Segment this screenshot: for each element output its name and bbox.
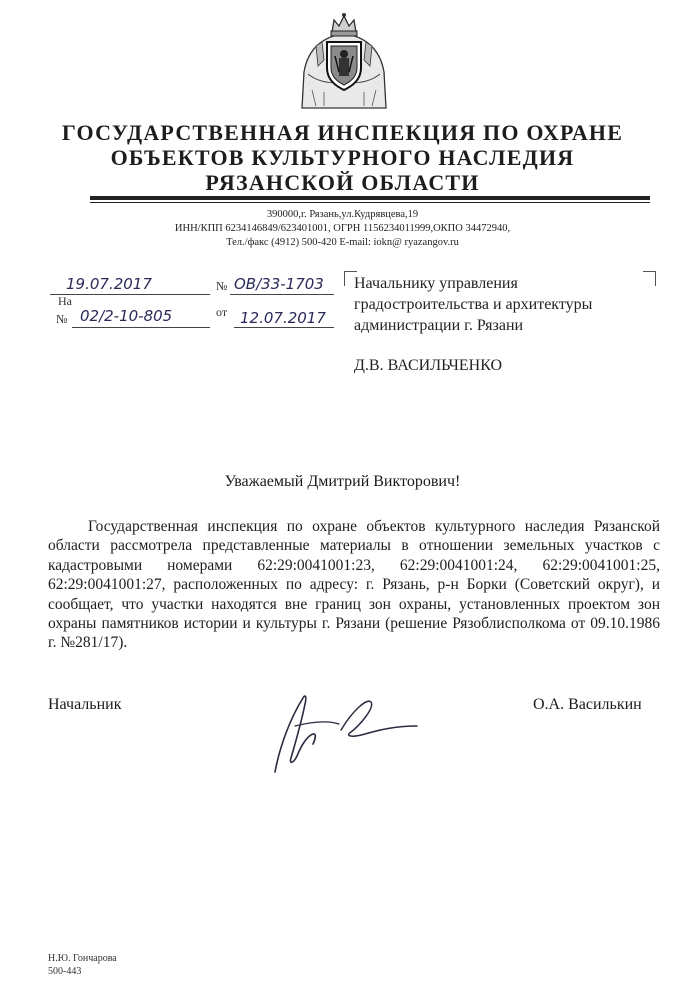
reply-date: 12.07.2017	[240, 309, 326, 327]
executor-name: Н.Ю. Гончарова	[48, 953, 117, 964]
number-label: №	[216, 279, 228, 293]
executor-phone: 500-443	[48, 966, 82, 977]
handwritten-signature-icon	[255, 680, 425, 780]
recipient-line-3: администрации г. Рязани	[354, 317, 524, 334]
org-title-line-2: ОБЪЕКТОВ КУЛЬТУРНОГО НАСЛЕДИЯ	[110, 145, 575, 170]
signatory-title: Начальник	[48, 696, 122, 713]
reply-from-label: от	[216, 305, 228, 319]
reply-number-label: №	[56, 312, 68, 326]
reply-number-underline	[72, 327, 210, 328]
signatory-name: О.А. Василькин	[533, 696, 642, 713]
number-underline	[230, 294, 334, 295]
recipient-line-2: градостроительства и архитектуры	[354, 296, 593, 313]
org-title-line-1: ГОСУДАРСТВЕННАЯ ИНСПЕКЦИЯ ПО ОХРАНЕ	[61, 120, 624, 145]
header-divider-thin	[90, 202, 650, 203]
registration-number: ОВ/33-1703	[234, 275, 324, 293]
coat-of-arms-icon	[294, 12, 394, 112]
salutation: Уважаемый Дмитрий Викторович!	[224, 473, 461, 490]
org-title-line-3: РЯЗАНСКОЙ ОБЛАСТИ	[205, 170, 480, 195]
reply-date-underline	[234, 327, 334, 328]
header-divider-thick	[90, 196, 650, 200]
address-line-1: 390000,г. Рязань,ул.Кудрявцева,19	[266, 209, 419, 220]
reply-number: 02/2-10-805	[80, 307, 173, 325]
address-line-3: Тел./факс (4912) 500-420 E-mail: iokn@ ryazangov.ru	[226, 237, 459, 248]
recipient-name: Д.В. ВАСИЛЬЧЕНКО	[354, 357, 503, 374]
recipient-corner-right	[643, 271, 656, 286]
date-underline	[50, 294, 210, 295]
recipient-line-1: Начальнику управления	[354, 275, 518, 292]
registration-date: 19.07.2017	[66, 275, 152, 293]
address-line-2: ИНН/КПП 6234146849/623401001, ОГРН 1156234011999,ОКПО 34472940,	[174, 223, 511, 234]
letter-body: Государственная инспекция по охране объектов культурного наследия Рязанской области рассмотрела представленные материалы в отношении земельных участков с кадастровыми номерами 62:29:0041001:23, 62:29:0041001:24, 62:29:0041001:25, 62:29:0041001:27, расположенных по адресу: г. Рязань, р-н Борки (Советский округ), и сообщает, что участки находятся вне границ зон охраны, установленных проектом зон охраны памятников истории и культуры г. Рязани (решение Рязоблисполкома от 09.10.1986 г. №281/17).	[48, 518, 660, 652]
reply-label: На	[58, 294, 72, 308]
